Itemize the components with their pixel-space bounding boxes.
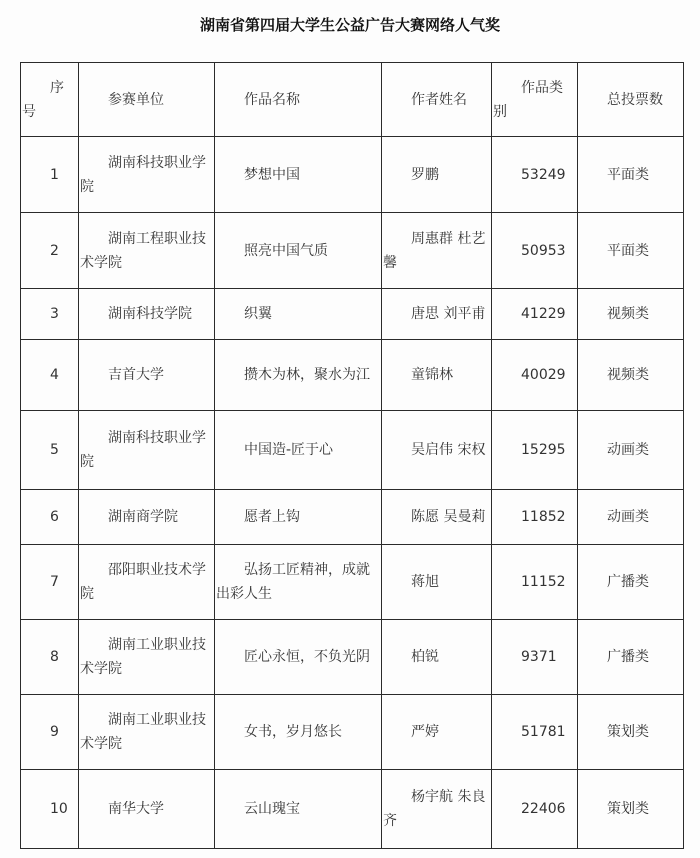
cell-votes: 11152: [492, 545, 578, 620]
table-row: [21, 137, 684, 213]
cell-authors: 陈愿 吴曼莉: [382, 490, 492, 545]
cell-serial: 8: [21, 620, 79, 695]
cell-unit: 吉首大学: [79, 340, 215, 411]
cell-authors: 杨宇航 朱良齐: [382, 770, 492, 849]
cell-serial: 4: [21, 340, 79, 411]
cell-unit: 湖南科技职业学院: [79, 411, 215, 490]
cell-work: 女书，岁月悠长: [215, 695, 382, 770]
header-row: [21, 63, 684, 137]
cell-authors: 罗鹏: [382, 137, 492, 213]
cell-votes: 50953: [492, 213, 578, 289]
cell-serial: 1: [21, 137, 79, 213]
cell-category: 策划类: [578, 695, 684, 770]
cell-category: 广播类: [578, 620, 684, 695]
cell-work: 照亮中国气质: [215, 213, 382, 289]
table-header: [21, 63, 684, 137]
cell-work: 攒木为林，聚水为江: [215, 340, 382, 411]
cell-unit: 邵阳职业技术学院: [79, 545, 215, 620]
cell-unit: 湖南商学院: [79, 490, 215, 545]
cell-votes: 40029: [492, 340, 578, 411]
cell-authors: 严婷: [382, 695, 492, 770]
table-row: [21, 490, 684, 545]
cell-authors: 蒋旭: [382, 545, 492, 620]
cell-serial: 2: [21, 213, 79, 289]
cell-unit: 湖南工业职业技术学院: [79, 620, 215, 695]
cell-serial: 7: [21, 545, 79, 620]
column-header-authors: 作者姓名: [382, 63, 492, 137]
cell-category: 策划类: [578, 770, 684, 849]
cell-category: 广播类: [578, 545, 684, 620]
cell-serial: 5: [21, 411, 79, 490]
cell-category: 动画类: [578, 490, 684, 545]
cell-serial: 9: [21, 695, 79, 770]
cell-category: 平面类: [578, 213, 684, 289]
cell-unit: 湖南科技职业学院: [79, 137, 215, 213]
cell-serial: 6: [21, 490, 79, 545]
column-header-serial: 序号: [21, 63, 79, 137]
cell-authors: 吴启伟 宋权: [382, 411, 492, 490]
table-row: [21, 411, 684, 490]
cell-work: 愿者上钩: [215, 490, 382, 545]
cell-serial: 3: [21, 289, 79, 340]
table-row: [21, 545, 684, 620]
awards-table: [20, 62, 684, 849]
cell-votes: 53249: [492, 137, 578, 213]
cell-work: 织翼: [215, 289, 382, 340]
cell-work: 云山瑰宝: [215, 770, 382, 849]
cell-votes: 41229: [492, 289, 578, 340]
table-row: [21, 620, 684, 695]
cell-authors: 柏锐: [382, 620, 492, 695]
cell-votes: 15295: [492, 411, 578, 490]
table-row: [21, 213, 684, 289]
cell-work: 弘扬工匠精神，成就出彩人生: [215, 545, 382, 620]
column-header-work: 作品名称: [215, 63, 382, 137]
table-row: [21, 770, 684, 849]
column-header-category: 作品类别: [492, 63, 578, 137]
cell-authors: 唐思 刘平甫: [382, 289, 492, 340]
cell-votes: 11852: [492, 490, 578, 545]
table-row: [21, 289, 684, 340]
cell-category: 视频类: [578, 340, 684, 411]
page-title: 湖南省第四届大学生公益广告大赛网络人气奖: [199, 16, 500, 34]
cell-unit: 湖南科技学院: [79, 289, 215, 340]
cell-work: 匠心永恒，不负光阴: [215, 620, 382, 695]
cell-category: 视频类: [578, 289, 684, 340]
cell-work: 梦想中国: [215, 137, 382, 213]
cell-authors: 周惠群 杜艺馨: [382, 213, 492, 289]
cell-votes: 22406: [492, 770, 578, 849]
column-header-votes: 总投票数: [578, 63, 684, 137]
cell-votes: 51781: [492, 695, 578, 770]
cell-serial: 10: [21, 770, 79, 849]
cell-unit: 湖南工程职业技术学院: [79, 213, 215, 289]
table-body: [21, 137, 684, 849]
cell-unit: 南华大学: [79, 770, 215, 849]
table-row: [21, 340, 684, 411]
cell-category: 动画类: [578, 411, 684, 490]
cell-category: 平面类: [578, 137, 684, 213]
cell-votes: 9371: [492, 620, 578, 695]
cell-authors: 童锦林: [382, 340, 492, 411]
column-header-unit: 参赛单位: [79, 63, 215, 137]
cell-work: 中国造-匠于心: [215, 411, 382, 490]
table-row: [21, 695, 684, 770]
cell-unit: 湖南工业职业技术学院: [79, 695, 215, 770]
